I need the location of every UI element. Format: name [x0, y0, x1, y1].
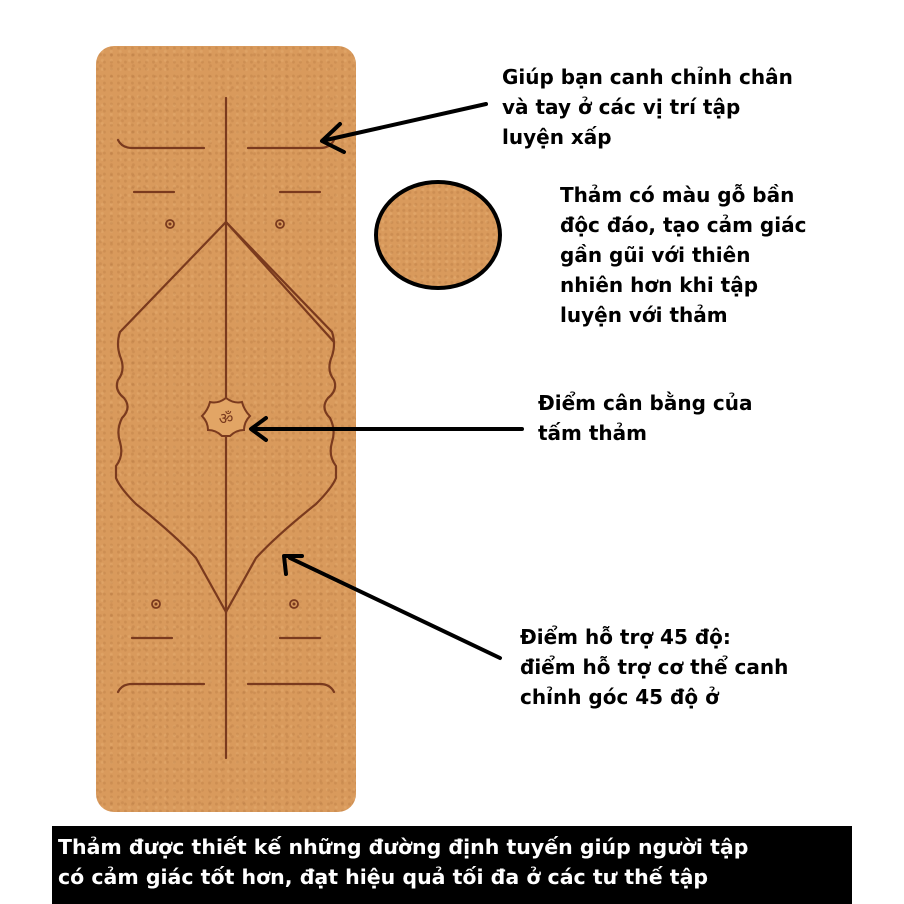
annotation-balance-point: Điểm cân bằng của tấm thảm [538, 391, 753, 445]
annotation-45-degree-support: Điểm hỗ trợ 45 độ: điểm hỗ trợ cơ thể canh chỉnh góc 45 độ ở [520, 625, 789, 709]
annotation-alignment: Giúp bạn canh chỉnh chân và tay ở các vị trí tập luyện xấp [502, 65, 793, 149]
annotation-cork-color: Thảm có màu gỗ bần độc đáo, tạo cảm giác gần gũi với thiên nhiên hơn khi tập luyện với thảm [560, 183, 807, 327]
caption-banner [52, 826, 852, 904]
arrow-support45 [290, 558, 500, 658]
svg-text:ॐ: ॐ [218, 409, 234, 428]
arrow-alignment [326, 104, 486, 140]
caption-text: Thảm được thiết kế những đường định tuyến giúp người tập có cảm giác tốt hơn, đạt hiệu quả tối đa ở các tư thế tập [58, 835, 749, 889]
